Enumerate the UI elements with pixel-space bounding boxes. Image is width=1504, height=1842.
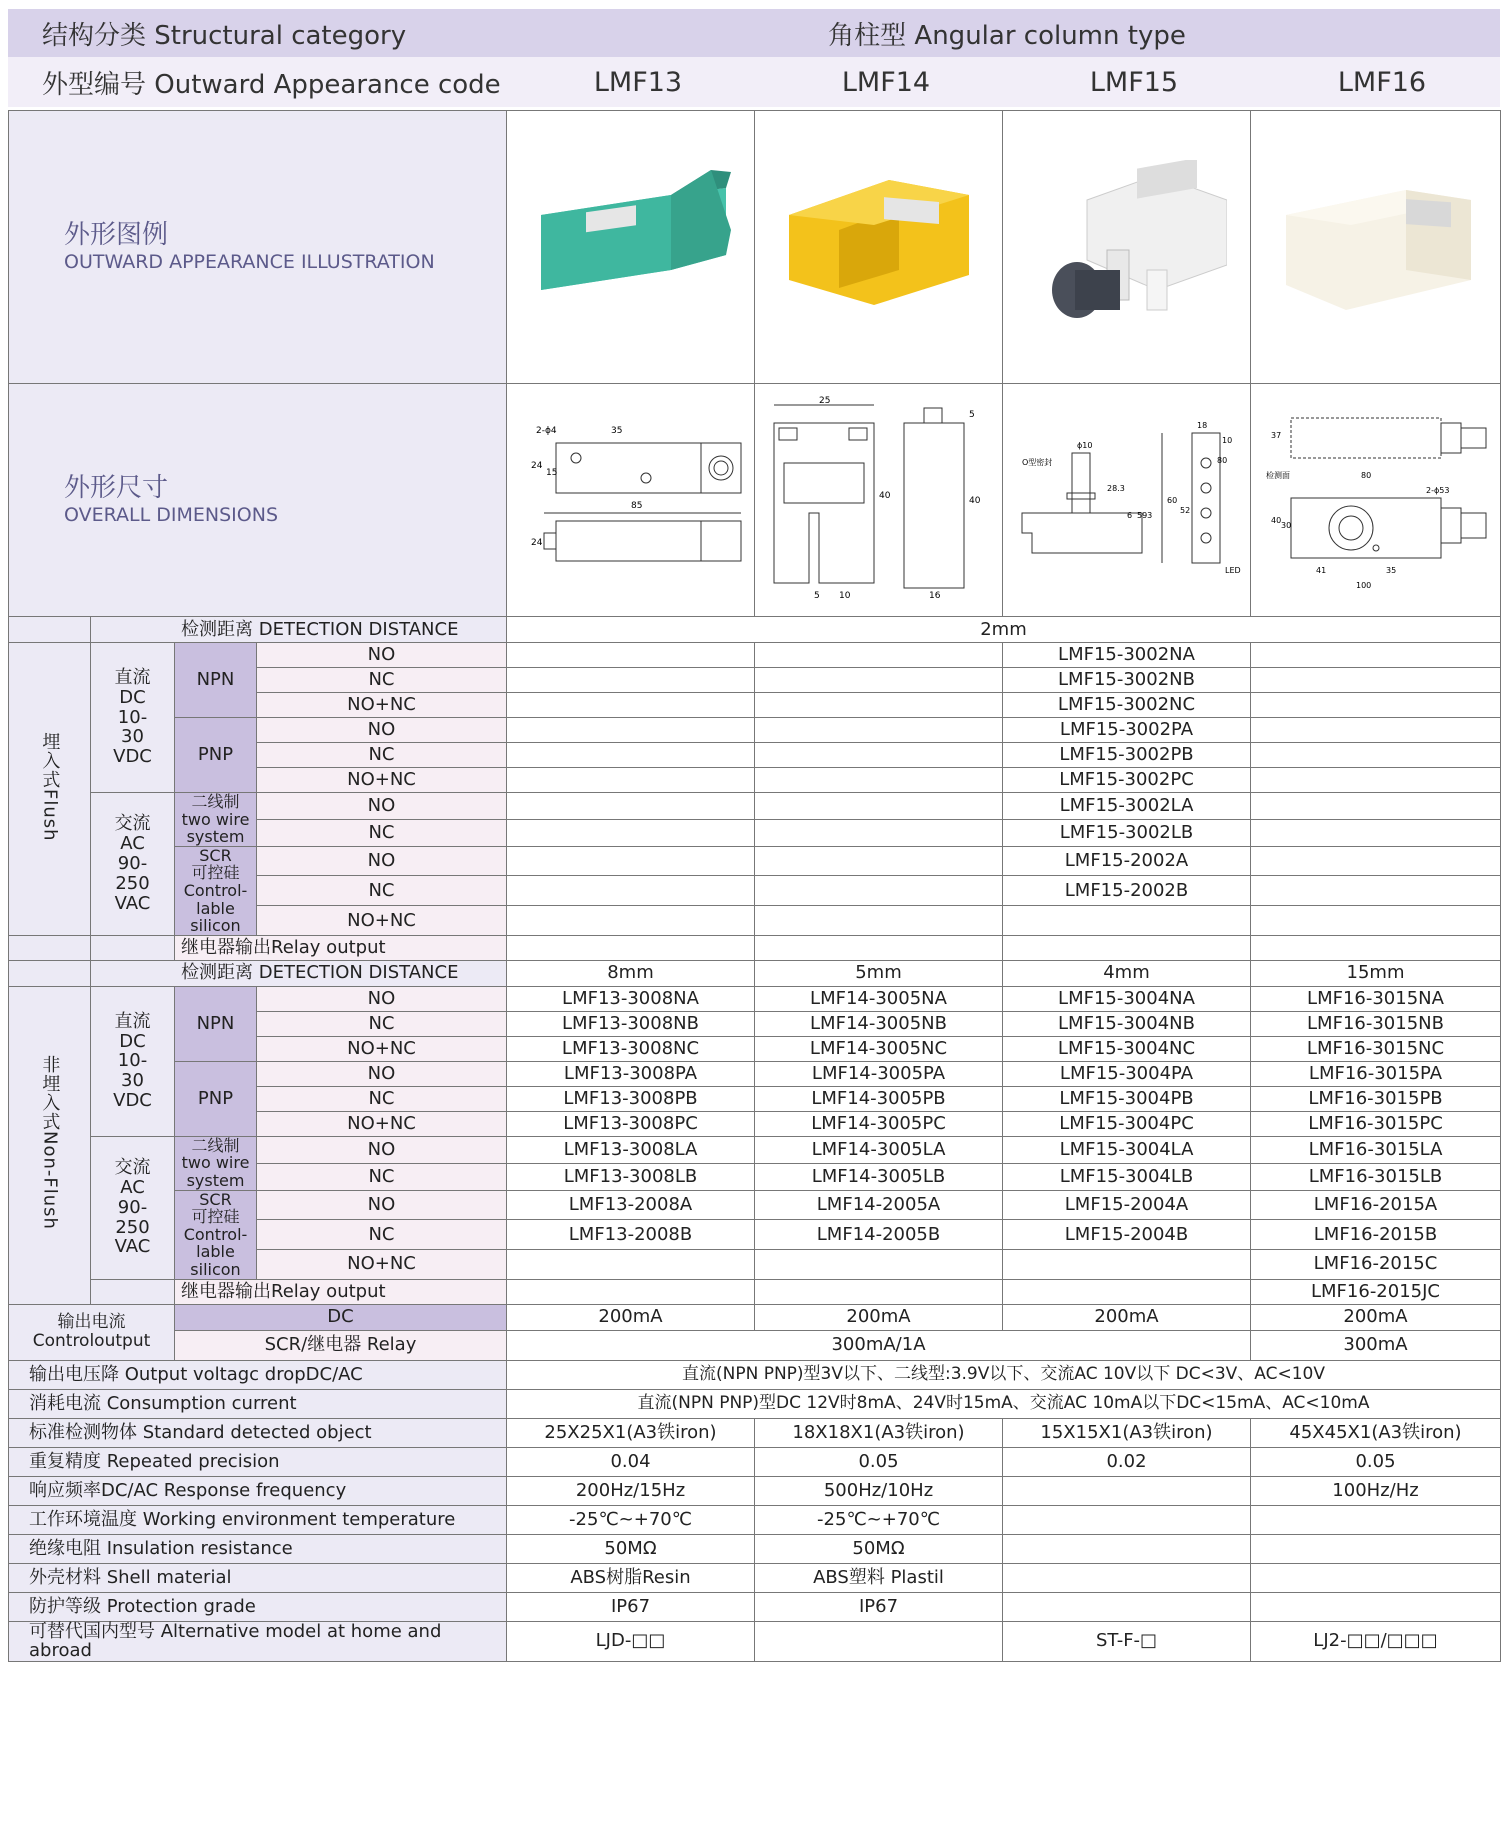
nonflush-relay-row: [9, 1279, 1501, 1304]
angular-column-type-label: 角柱型 Angular column type: [828, 20, 1186, 51]
table-cell: LMF14-3005LB: [755, 1163, 1003, 1190]
table-cell: [507, 846, 755, 876]
photo-lmf14: [755, 111, 1003, 384]
alternative-row: [9, 1621, 1501, 1662]
nonflush-scr-no-row: [9, 1190, 1501, 1220]
table-cell: LMF16-2015A: [1251, 1190, 1501, 1220]
table-cell: LMF15-3002PC: [1003, 768, 1251, 793]
table-cell: LMF15-3004PC: [1003, 1111, 1251, 1136]
table-cell: [755, 846, 1003, 876]
table-cell: 0.04: [507, 1447, 755, 1476]
lmf13-photo-illustration: [531, 160, 731, 330]
flush-distance-value: 2mm: [507, 617, 1501, 643]
table-cell: [1003, 1563, 1251, 1592]
table-cell: LMF14-3005PB: [755, 1086, 1003, 1111]
table-cell: 200mA: [1003, 1304, 1251, 1330]
flush-npn-no-row: [9, 643, 1501, 668]
table-cell: NC: [257, 819, 507, 846]
table-cell: [755, 935, 1003, 960]
table-cell: LMF14-3005NC: [755, 1036, 1003, 1061]
table-cell: SCR/继电器 Relay: [175, 1330, 507, 1360]
table-cell: 直流(NPN PNP)型3V以下、二线型:3.9V以下、交流AC 10V以下 DC<3V、AC<10V: [507, 1360, 1501, 1389]
nonflush-pnp-no-row: [9, 1061, 1501, 1086]
table-cell: 工作环境温度 Working environment temperature: [9, 1505, 507, 1534]
table-cell: [507, 876, 755, 906]
table-cell: [507, 768, 755, 793]
table-cell: LMF16-3015PC: [1251, 1111, 1501, 1136]
table-cell: 防护等级 Protection grade: [9, 1592, 507, 1621]
standard-object-row: [9, 1418, 1501, 1447]
svg-text:25: 25: [818, 395, 830, 406]
svg-text:6: 6: [1126, 510, 1132, 520]
table-cell: NPN: [175, 986, 257, 1061]
table-cell: [1251, 768, 1501, 793]
nonflush-twowire-no-row: [9, 1136, 1501, 1163]
table-cell: LMF13-3008LB: [507, 1163, 755, 1190]
table-cell: [1003, 1476, 1251, 1505]
table-cell: PNP: [175, 1061, 257, 1136]
insulation-row: [9, 1534, 1501, 1563]
table-cell: 200mA: [507, 1304, 755, 1330]
table-cell: LMF14-3005PA: [755, 1061, 1003, 1086]
table-cell: LMF15-3004NA: [1003, 986, 1251, 1011]
lmf15-dimension-drawing: [1012, 403, 1242, 593]
table-cell: [1003, 1505, 1251, 1534]
specification-table: [8, 110, 1501, 1662]
table-cell: 15X15X1(A3铁iron): [1003, 1418, 1251, 1447]
svg-text:60: 60: [1166, 495, 1177, 505]
table-cell: LMF14-3005NA: [755, 986, 1003, 1011]
table-cell: LMF16-2015C: [1251, 1249, 1501, 1279]
nonflush-group-label: 非埋入式Non-Flush: [9, 986, 91, 1304]
table-cell: NO+NC: [257, 693, 507, 718]
flush-group-label: 埋入式Flush: [9, 643, 91, 936]
table-cell: LMF13-3008PC: [507, 1111, 755, 1136]
frequency-row: [9, 1476, 1501, 1505]
table-cell: LMF13-3008NB: [507, 1011, 755, 1036]
precision-row: [9, 1447, 1501, 1476]
svg-text:35: 35: [610, 425, 622, 436]
table-cell: LJD-□□: [507, 1621, 755, 1662]
table-cell: LMF15-3002NC: [1003, 693, 1251, 718]
table-cell: LMF16-3015PA: [1251, 1061, 1501, 1086]
table-cell: 0.05: [755, 1447, 1003, 1476]
table-cell: 500Hz/10Hz: [755, 1476, 1003, 1505]
table-cell: NO+NC: [257, 1249, 507, 1279]
drawing-lmf15: [1003, 384, 1251, 617]
table-cell: LMF13-3008PB: [507, 1086, 755, 1111]
table-cell: LMF15-2002A: [1003, 846, 1251, 876]
flush-twowire-label: 二线制 two wire system: [175, 793, 257, 847]
flush-pnp-no-row: [9, 718, 1501, 743]
table-cell: LMF13-3008PA: [507, 1061, 755, 1086]
nonflush-relay-label: 继电器输出Relay output: [175, 1279, 507, 1304]
table-cell: [1251, 693, 1501, 718]
table-cell: [1251, 718, 1501, 743]
lmf14-photo-illustration: [779, 160, 979, 330]
table-cell: NO+NC: [257, 1036, 507, 1061]
drawing-lmf16: [1251, 384, 1501, 617]
flush-distance-row: [9, 617, 1501, 643]
table-cell: 25X25X1(A3铁iron): [507, 1418, 755, 1447]
svg-text:593: 593: [1136, 510, 1152, 520]
appearance-row: [9, 111, 1501, 384]
table-cell: LMF15-3004NB: [1003, 1011, 1251, 1036]
appearance-code-label: 外型编号 Outward Appearance code: [42, 69, 501, 100]
svg-text:18: 18: [1196, 420, 1207, 430]
table-cell: NO: [257, 1190, 507, 1220]
table-cell: [1251, 846, 1501, 876]
svg-text:41: 41: [1315, 565, 1326, 575]
table-cell: ST-F-□: [1003, 1621, 1251, 1662]
svg-text:35: 35: [1385, 565, 1396, 575]
table-cell: 标准检测物体 Standard detected object: [9, 1418, 507, 1447]
code-lmf14: LMF14: [841, 66, 931, 98]
table-cell: [755, 1279, 1003, 1304]
table-cell: LMF15-2002B: [1003, 876, 1251, 906]
table-cell: LMF15-3002LB: [1003, 819, 1251, 846]
table-cell: LMF16-2015B: [1251, 1220, 1501, 1250]
nonflush-ac-label: 交流 AC 90- 250 VAC: [91, 1136, 175, 1279]
table-cell: LMF15-3004NC: [1003, 1036, 1251, 1061]
table-cell: LMF15-2004B: [1003, 1220, 1251, 1250]
table-cell: LMF16-3015LA: [1251, 1136, 1501, 1163]
flush-relay-row: [9, 935, 1501, 960]
table-cell: [1003, 1279, 1251, 1304]
table-cell: 0.05: [1251, 1447, 1501, 1476]
table-cell: NO: [257, 1061, 507, 1086]
table-cell: [507, 643, 755, 668]
table-cell: 15mm: [1251, 960, 1501, 986]
flush-npn-label: NPN: [175, 643, 257, 718]
table-cell: [507, 1249, 755, 1279]
svg-text:40: 40: [968, 495, 980, 506]
table-cell: [1003, 1534, 1251, 1563]
table-cell: NO: [257, 846, 507, 876]
svg-text:85: 85: [630, 500, 642, 511]
output-scr-relay-row: [9, 1330, 1501, 1360]
table-cell: [755, 876, 1003, 906]
table-cell: 200mA: [755, 1304, 1003, 1330]
table-cell: NC: [257, 1163, 507, 1190]
table-cell: [1251, 819, 1501, 846]
table-cell: 18X18X1(A3铁iron): [755, 1418, 1003, 1447]
dimensions-row: [9, 384, 1501, 617]
table-cell: [507, 906, 755, 936]
table-cell: NO: [257, 1136, 507, 1163]
table-cell: 外壳材料 Shell material: [9, 1563, 507, 1592]
protection-row: [9, 1592, 1501, 1621]
table-cell: IP67: [507, 1592, 755, 1621]
svg-text:LED: LED: [1224, 565, 1241, 575]
svg-text:O型密封: O型密封: [1021, 457, 1052, 467]
table-cell: LMF16-2015JC: [1251, 1279, 1501, 1304]
table-cell: [1251, 743, 1501, 768]
table-cell: NO+NC: [257, 906, 507, 936]
table-cell: NO: [257, 718, 507, 743]
table-cell: [1251, 1563, 1501, 1592]
svg-text:ϕ10: ϕ10: [1076, 440, 1092, 450]
header-structural-row: [8, 9, 1500, 57]
table-cell: LMF16-3015PB: [1251, 1086, 1501, 1111]
nonflush-npn-no-row: [9, 986, 1501, 1011]
table-cell: 200mA: [1251, 1304, 1501, 1330]
table-cell: [755, 743, 1003, 768]
table-cell: LMF16-3015NC: [1251, 1036, 1501, 1061]
table-cell: [1003, 1592, 1251, 1621]
table-cell: LMF15-2004A: [1003, 1190, 1251, 1220]
photo-lmf15: [1003, 111, 1251, 384]
table-cell: 50MΩ: [755, 1534, 1003, 1563]
table-cell: [507, 935, 755, 960]
table-cell: LMF13-3008LA: [507, 1136, 755, 1163]
svg-text:24: 24: [530, 537, 542, 548]
svg-text:37: 37: [1270, 430, 1281, 440]
svg-text:16: 16: [928, 590, 940, 601]
table-cell: [507, 819, 755, 846]
table-cell: NC: [257, 1086, 507, 1111]
table-cell: 0.02: [1003, 1447, 1251, 1476]
table-cell: NC: [257, 1011, 507, 1036]
table-cell: LMF15-3002NB: [1003, 668, 1251, 693]
table-cell: [9, 935, 91, 960]
lmf15-photo-illustration: [1027, 160, 1227, 330]
table-cell: 50MΩ: [507, 1534, 755, 1563]
header-code-row: [8, 57, 1500, 107]
table-cell: 45X45X1(A3铁iron): [1251, 1418, 1501, 1447]
table-cell: LMF16-3015NB: [1251, 1011, 1501, 1036]
table-cell: [507, 668, 755, 693]
photo-lmf16: [1251, 111, 1501, 384]
table-cell: LMF15-3002LA: [1003, 793, 1251, 820]
svg-text:2-ϕ4: 2-ϕ4: [535, 425, 557, 436]
table-cell: NO: [257, 793, 507, 820]
table-cell: [1251, 1534, 1501, 1563]
table-cell: 输出电压降 Output voltagc dropDC/AC: [9, 1360, 507, 1389]
temperature-row: [9, 1505, 1501, 1534]
table-cell: LMF15-3002PB: [1003, 743, 1251, 768]
svg-text:2-ϕ53: 2-ϕ53: [1425, 485, 1449, 495]
nonflush-distance-label: 检测距离 DETECTION DISTANCE: [91, 960, 507, 986]
table-cell: [1251, 906, 1501, 936]
table-cell: [1251, 1592, 1501, 1621]
table-cell: LMF15-3004PA: [1003, 1061, 1251, 1086]
table-cell: [1251, 1505, 1501, 1534]
lmf14-dimension-drawing: [764, 393, 994, 603]
table-cell: [755, 1249, 1003, 1279]
code-lmf16: LMF16: [1337, 66, 1427, 98]
table-cell: NC: [257, 876, 507, 906]
voltage-drop-row: [9, 1360, 1501, 1389]
nonflush-dc-label: 直流 DC 10- 30 VDC: [91, 986, 175, 1136]
table-cell: LMF15-3002PA: [1003, 718, 1251, 743]
svg-text:15: 15: [545, 467, 557, 478]
table-cell: [507, 1279, 755, 1304]
table-cell: [9, 617, 91, 643]
table-cell: [1003, 1249, 1251, 1279]
table-cell: LMF14-3005LA: [755, 1136, 1003, 1163]
table-cell: 300mA/1A: [507, 1330, 1251, 1360]
table-cell: 重复精度 Repeated precision: [9, 1447, 507, 1476]
table-cell: [755, 793, 1003, 820]
table-cell: [507, 718, 755, 743]
table-cell: 二线制 two wire system: [175, 1136, 257, 1190]
flush-distance-label: 检测距离 DETECTION DISTANCE: [91, 617, 507, 643]
table-cell: NO+NC: [257, 768, 507, 793]
svg-text:28.3: 28.3: [1106, 483, 1125, 493]
photo-lmf13: [507, 111, 755, 384]
table-cell: SCR 可控硅 Control- lable silicon: [175, 1190, 257, 1279]
table-cell: 绝缘电阻 Insulation resistance: [9, 1534, 507, 1563]
svg-text:10: 10: [1221, 435, 1232, 445]
code-lmf13: LMF13: [593, 66, 683, 98]
table-cell: IP67: [755, 1592, 1003, 1621]
table-cell: [1251, 876, 1501, 906]
table-cell: NO: [257, 643, 507, 668]
nonflush-distance-row: [9, 960, 1501, 986]
table-cell: LMF13-2008A: [507, 1190, 755, 1220]
table-cell: 直流(NPN PNP)型DC 12V时8mA、24V时15mA、交流AC 10mA以下DC<15mA、AC<10mA: [507, 1389, 1501, 1418]
table-cell: DC: [175, 1304, 507, 1330]
svg-text:30: 30: [1280, 520, 1291, 530]
table-cell: -25℃~+70℃: [507, 1505, 755, 1534]
svg-text:24: 24: [530, 460, 542, 471]
drawing-lmf13: [507, 384, 755, 617]
structural-category-label: 结构分类 Structural category: [42, 20, 407, 51]
table-cell: LMF13-2008B: [507, 1220, 755, 1250]
table-cell: LMF14-2005B: [755, 1220, 1003, 1250]
table-cell: [91, 935, 175, 960]
table-cell: LMF16-3015NA: [1251, 986, 1501, 1011]
table-cell: LMF14-2005A: [755, 1190, 1003, 1220]
output-dc-row: [9, 1304, 1501, 1330]
svg-text:80: 80: [1216, 455, 1227, 465]
lmf16-photo-illustration: [1276, 160, 1476, 330]
table-cell: LMF13-3008NC: [507, 1036, 755, 1061]
table-cell: 200Hz/15Hz: [507, 1476, 755, 1505]
table-cell: [755, 693, 1003, 718]
table-cell: [91, 1279, 175, 1304]
table-cell: [755, 718, 1003, 743]
table-cell: LMF16-3015LB: [1251, 1163, 1501, 1190]
flush-pnp-label: PNP: [175, 718, 257, 793]
svg-text:10: 10: [838, 590, 850, 601]
table-cell: [755, 643, 1003, 668]
output-current-label: 输出电流 Controloutput: [9, 1304, 175, 1360]
table-cell: 100Hz/Hz: [1251, 1476, 1501, 1505]
table-cell: [1251, 668, 1501, 693]
table-cell: 消耗电流 Consumption current: [9, 1389, 507, 1418]
table-cell: [507, 693, 755, 718]
table-cell: NC: [257, 743, 507, 768]
table-cell: [1003, 906, 1251, 936]
shell-row: [9, 1563, 1501, 1592]
table-cell: LMF15-3004LB: [1003, 1163, 1251, 1190]
table-cell: 可替代国内型号 Alternative model at home and abroad: [9, 1621, 507, 1662]
table-cell: LMF15-3002NA: [1003, 643, 1251, 668]
appearance-label: 外形图例 OUTWARD APPEARANCE ILLUSTRATION: [9, 111, 507, 384]
lmf13-dimension-drawing: [516, 403, 746, 593]
table-cell: [1251, 643, 1501, 668]
table-cell: LMF14-3005NB: [755, 1011, 1003, 1036]
table-cell: LJ2-□□/□□□: [1251, 1621, 1501, 1662]
table-cell: [507, 743, 755, 768]
table-cell: 300mA: [1251, 1330, 1501, 1360]
table-cell: NO: [257, 986, 507, 1011]
flush-relay-label: 继电器输出Relay output: [175, 935, 507, 960]
table-cell: LMF15-3004PB: [1003, 1086, 1251, 1111]
flush-scr-label: SCR 可控硅 Control- lable silicon: [175, 846, 257, 935]
table-cell: ABS树脂Resin: [507, 1563, 755, 1592]
table-cell: -25℃~+70℃: [755, 1505, 1003, 1534]
table-cell: NC: [257, 668, 507, 693]
table-cell: 8mm: [507, 960, 755, 986]
code-lmf15: LMF15: [1089, 66, 1179, 98]
table-cell: [507, 793, 755, 820]
flush-dc-label: 直流 DC 10- 30 VDC: [91, 643, 175, 793]
table-cell: NO+NC: [257, 1111, 507, 1136]
flush-scr-no-row: [9, 846, 1501, 876]
dimensions-label: 外形尺寸 OVERALL DIMENSIONS: [9, 384, 507, 617]
table-cell: ABS塑料 Plastil: [755, 1563, 1003, 1592]
svg-text:80: 80: [1360, 470, 1371, 480]
svg-text:检测面: 检测面: [1265, 470, 1290, 480]
table-cell: LMF15-3004LA: [1003, 1136, 1251, 1163]
table-cell: [755, 906, 1003, 936]
table-cell: [1003, 935, 1251, 960]
svg-text:5: 5: [813, 590, 820, 601]
svg-text:40: 40: [878, 490, 890, 501]
table-cell: LMF13-3008NA: [507, 986, 755, 1011]
flush-ac-label: 交流 AC 90- 250 VAC: [91, 793, 175, 936]
svg-text:100: 100: [1355, 580, 1371, 590]
table-cell: [755, 668, 1003, 693]
table-cell: 4mm: [1003, 960, 1251, 986]
drawing-lmf14: [755, 384, 1003, 617]
table-cell: [755, 768, 1003, 793]
table-cell: NC: [257, 1220, 507, 1250]
table-cell: [755, 1621, 1003, 1662]
svg-text:5: 5: [968, 409, 975, 420]
svg-text:52: 52: [1179, 505, 1190, 515]
flush-twowire-no-row: [9, 793, 1501, 820]
table-cell: 响应频率DC/AC Response frequency: [9, 1476, 507, 1505]
consumption-row: [9, 1389, 1501, 1418]
table-cell: LMF14-3005PC: [755, 1111, 1003, 1136]
table-cell: [1251, 793, 1501, 820]
table-cell: [1251, 935, 1501, 960]
table-cell: [755, 819, 1003, 846]
svg-text:40: 40: [1270, 515, 1281, 525]
table-cell: [9, 960, 91, 986]
table-cell: 5mm: [755, 960, 1003, 986]
lmf16-dimension-drawing: [1261, 398, 1491, 598]
